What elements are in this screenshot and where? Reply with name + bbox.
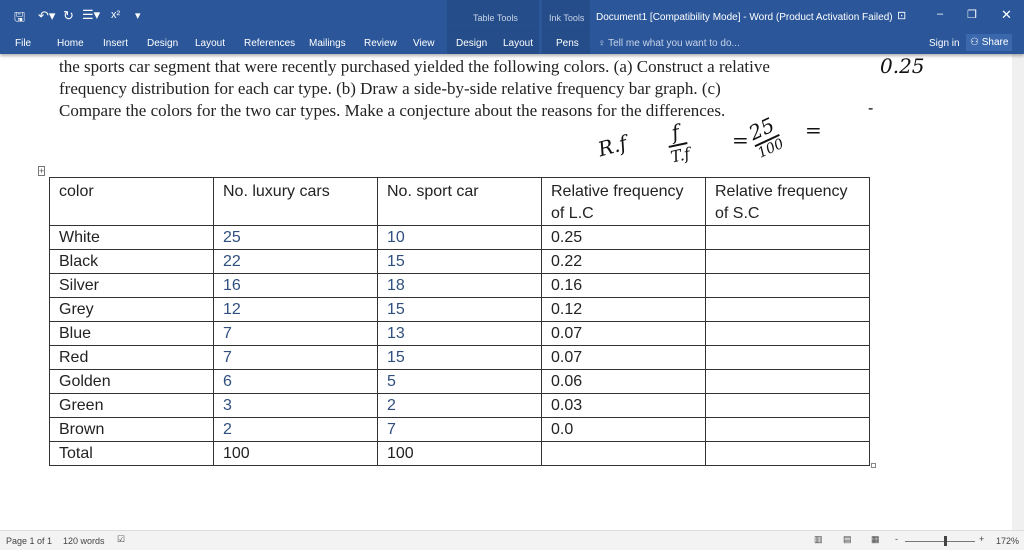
word-count[interactable]: 120 words: [63, 536, 105, 546]
table-cell[interactable]: Green: [50, 394, 214, 418]
table-cell[interactable]: 100: [214, 442, 378, 466]
person-icon: ⚇: [970, 37, 982, 48]
table-cell[interactable]: [706, 346, 870, 370]
header-rf-sc[interactable]: Relative frequency of S.C: [706, 178, 870, 226]
print-layout-icon[interactable]: ▤: [843, 534, 852, 544]
table-cell[interactable]: Blue: [50, 322, 214, 346]
table-cell[interactable]: [706, 226, 870, 250]
tab-review[interactable]: Review: [364, 38, 397, 49]
tab-mailings[interactable]: Mailings: [309, 38, 346, 49]
table-cell[interactable]: 7: [214, 322, 378, 346]
close-icon[interactable]: ✕: [1001, 7, 1012, 22]
minimize-icon[interactable]: –: [937, 8, 944, 20]
header-luxury[interactable]: No. luxury cars: [214, 178, 378, 226]
table-cell[interactable]: [706, 370, 870, 394]
table-row: [50, 394, 870, 418]
tab-insert[interactable]: Insert: [103, 38, 129, 49]
fraction-numerator: f: [664, 118, 688, 147]
tab-table-design[interactable]: Design: [456, 38, 488, 49]
status-bar: [0, 530, 1024, 550]
title-bar: [0, 0, 1024, 32]
table-cell[interactable]: 16: [214, 274, 378, 298]
tell-me-text: Tell me what you want to do...: [608, 38, 740, 49]
tab-references[interactable]: References: [244, 38, 296, 49]
table-cell[interactable]: 0.06: [542, 370, 706, 394]
table-cell[interactable]: 10: [378, 226, 542, 250]
vertical-scrollbar[interactable]: [1012, 54, 1024, 530]
table-cell[interactable]: 7: [214, 346, 378, 370]
tab-table-layout[interactable]: Layout: [503, 38, 534, 49]
save-icon[interactable]: 🖫: [14, 9, 26, 24]
table-cell[interactable]: [706, 418, 870, 442]
table-cell[interactable]: Grey: [50, 298, 214, 322]
table-cell[interactable]: Brown: [50, 418, 214, 442]
equals-sign: =: [805, 118, 822, 142]
handwritten-note: 0.25: [880, 54, 925, 78]
equals-sign: =: [732, 128, 749, 152]
table-cell[interactable]: 2: [378, 394, 542, 418]
customize-icon[interactable]: ▾: [135, 10, 141, 22]
header-color[interactable]: color: [50, 178, 214, 226]
share-label: Share: [981, 37, 1009, 48]
table-resize-handle[interactable]: [871, 463, 876, 468]
zoom-level[interactable]: 172%: [996, 536, 1020, 546]
table-cell[interactable]: 6: [214, 370, 378, 394]
tab-file[interactable]: File: [15, 38, 32, 49]
table-cell[interactable]: 22: [214, 250, 378, 274]
table-cell[interactable]: 25: [214, 226, 378, 250]
table-row: [50, 226, 870, 250]
table-row: [50, 298, 870, 322]
paragraph-line: frequency distribution for each car type. (b) Draw a side-by-side relative frequency bar graph. (c): [59, 79, 721, 98]
tell-me-search[interactable]: [598, 38, 740, 49]
header-rf-lc[interactable]: Relative frequency of L.C: [542, 178, 706, 226]
table-cell[interactable]: 100: [378, 442, 542, 466]
table-cell[interactable]: 3: [214, 394, 378, 418]
table-row: [50, 370, 870, 394]
share-button[interactable]: [966, 34, 1012, 51]
document-page[interactable]: [0, 54, 1012, 530]
table-cell[interactable]: 18: [378, 274, 542, 298]
table-cell[interactable]: [706, 394, 870, 418]
header-sport[interactable]: No. sport car: [378, 178, 542, 226]
zoom-in-icon[interactable]: +: [979, 534, 985, 544]
table-cell[interactable]: 0.07: [542, 322, 706, 346]
table-row: [50, 346, 870, 370]
table-cell[interactable]: 0.07: [542, 346, 706, 370]
handwritten-fraction: [664, 118, 692, 166]
maximize-icon[interactable]: ❐: [967, 9, 977, 21]
table-row: [50, 418, 870, 442]
redo-icon[interactable]: ↻: [63, 8, 74, 23]
table-row: [50, 274, 870, 298]
table-cell[interactable]: 15: [378, 250, 542, 274]
undo-icon[interactable]: ↶▾: [38, 8, 56, 23]
paragraph-line: the sports car segment that were recently purchased yielded the following colors. (a) Construct a relative: [59, 57, 770, 76]
table-cell[interactable]: 0.25: [542, 226, 706, 250]
page-count[interactable]: Page 1 of 1: [6, 536, 53, 546]
table-row: [50, 322, 870, 346]
table-tools-label: Table Tools: [473, 13, 518, 23]
table-row: [50, 442, 870, 466]
tab-home[interactable]: Home: [57, 38, 84, 49]
ink-tools-label: Ink Tools: [549, 13, 585, 23]
tab-view[interactable]: View: [413, 38, 435, 49]
paragraph-line: Compare the colors for the two car types. Make a conjecture about the reasons for the differences.: [59, 101, 726, 120]
superscript-icon[interactable]: x²: [111, 9, 121, 21]
table-cell[interactable]: Golden: [50, 370, 214, 394]
dash-mark: -: [868, 100, 874, 117]
web-layout-icon[interactable]: ▦: [871, 534, 880, 544]
table-cell[interactable]: [706, 250, 870, 274]
tab-design[interactable]: Design: [147, 38, 179, 49]
table-cell[interactable]: 13: [378, 322, 542, 346]
table-cell[interactable]: White: [50, 226, 214, 250]
list-icon[interactable]: ☰▾: [82, 7, 101, 22]
handwritten-rf: R.f: [595, 130, 630, 162]
sign-in-link[interactable]: Sign in: [929, 38, 960, 49]
table-cell[interactable]: 0.0: [542, 418, 706, 442]
table-cell[interactable]: 15: [378, 346, 542, 370]
table-cell[interactable]: 7: [378, 418, 542, 442]
table-cell[interactable]: Black: [50, 250, 214, 274]
table-cell[interactable]: [542, 442, 706, 466]
proofing-icon[interactable]: ☑: [117, 534, 126, 544]
fraction-numerator: 25: [744, 112, 779, 147]
table-cell[interactable]: 5: [378, 370, 542, 394]
table-cell[interactable]: [706, 442, 870, 466]
table-cell[interactable]: Total: [50, 442, 214, 466]
zoom-out-icon[interactable]: -: [895, 534, 898, 544]
lightbulb-icon: ♀: [598, 38, 609, 49]
tab-pens[interactable]: Pens: [556, 38, 579, 49]
window-title: Document1 [Compatibility Mode] - Word (Product Activation Failed): [596, 12, 893, 23]
table-cell[interactable]: 0.12: [542, 298, 706, 322]
table-cell[interactable]: Red: [50, 346, 214, 370]
table-cell[interactable]: 0.16: [542, 274, 706, 298]
table-cell[interactable]: [706, 274, 870, 298]
table-cell[interactable]: 2: [214, 418, 378, 442]
table-cell[interactable]: 15: [378, 298, 542, 322]
table-cell[interactable]: [706, 298, 870, 322]
zoom-slider-thumb[interactable]: [944, 536, 947, 546]
table-move-handle-icon[interactable]: +: [39, 166, 45, 176]
handwritten-fraction-values: [744, 112, 786, 161]
fraction-denominator: 100: [755, 135, 787, 162]
fraction-denominator: T.f: [668, 143, 692, 167]
ribbon-display-icon[interactable]: ⊡: [897, 10, 907, 22]
ribbon-tabs: [0, 32, 1024, 54]
table-cell[interactable]: Silver: [50, 274, 214, 298]
data-table: [49, 177, 870, 466]
table-cell[interactable]: [706, 322, 870, 346]
table-cell[interactable]: 0.03: [542, 394, 706, 418]
zoom-slider[interactable]: [905, 541, 975, 542]
table-cell[interactable]: 12: [214, 298, 378, 322]
table-header-row: [50, 178, 870, 226]
table-cell[interactable]: 0.22: [542, 250, 706, 274]
table-row: [50, 250, 870, 274]
tab-layout[interactable]: Layout: [195, 38, 226, 49]
read-mode-icon[interactable]: ▥: [814, 534, 823, 544]
